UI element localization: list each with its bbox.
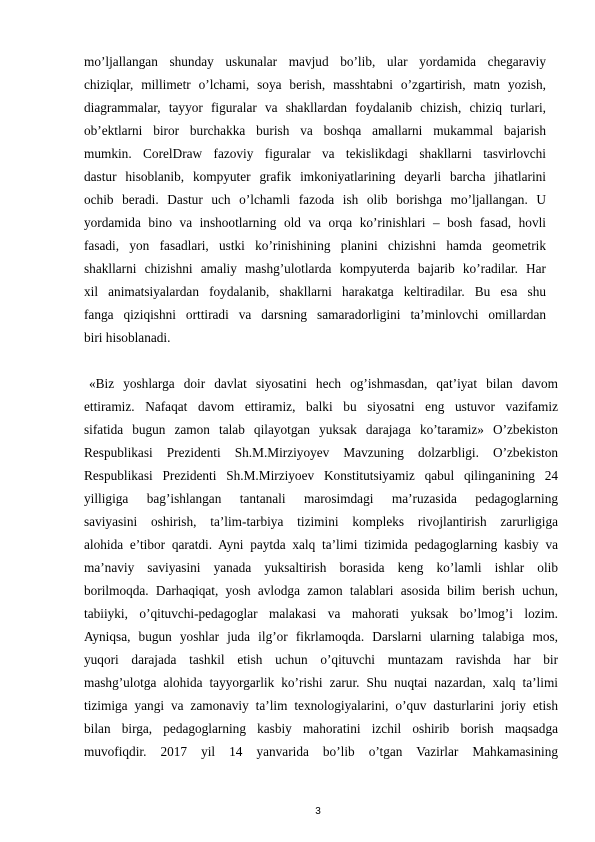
text-line: xil animatsiyalardan foydalanib, shakllarni harakatga keltiradilar. Bu esa shu [84, 284, 546, 299]
paragraph-coreldraw [84, 50, 546, 349]
text-line: Ayniqsa, bugun yoshlar juda ilg’or fikrlamoqda. Darslarni ularning talabiga mos, [84, 629, 558, 644]
text-line: chiziqlar, millimetr o’lchami, soya berish, masshtabni o’zgartirish, matn yozish, [84, 77, 546, 92]
text-line: mo’ljallangan shunday uskunalar mavjud bo’lib, ular yordamida chegaraviy [84, 54, 546, 69]
page-number: 3 [315, 806, 321, 817]
text-line: ettiramiz. Nafaqat davom ettiramiz, balki bu siyosatni eng ustuvor vazifamiz [84, 399, 558, 414]
text-line: tabiiyki, o’qituvchi-pedagoglar malakasi va mahorati yuksak bo’lmog’i lozim. [84, 606, 558, 621]
text-line: yordamida bino va inshootlarning old va orqa ko’rinishlari – bosh fasad, hovli [84, 215, 546, 230]
text-line: biri hisoblanadi. [84, 330, 171, 345]
text-line: ma’naviy saviyasini yanada yuksaltirish borasida keng ko’lamli ishlar olib [84, 560, 558, 575]
text-line: bilan birga, pedagoglarning kasbiy mahoratini izchil oshirib borish maqsadga [84, 721, 558, 736]
text-line: mashg’ulotga alohida tayyorgarlik ko’rishi zarur. Shu nuqtai nazardan, xalq ta’limi [84, 675, 558, 690]
paragraph-youth-policy [84, 372, 558, 763]
text-line: borilmoqda. Darhaqiqat, yosh avlodga zamon talablari asosida bilim berish uchun, [84, 583, 558, 598]
text-line: alohida e’tibor qaratdi. Ayni paytda xalq ta’limi tizimida pedagoglarning kasbiy va [84, 537, 558, 552]
text-line: ob’ektlarni biror burchakka burish va boshqa amallarni mukammal bajarish [84, 123, 546, 138]
text-line: dastur hisoblanib, kompyuter grafik imkoniyatlarining deyarli barcha jihatlarini [84, 169, 546, 184]
text-line: mumkin. CorelDraw fazoviy figuralar va tekislikdagi shakllarni tasvirlovchi [84, 146, 546, 161]
text-line: Respublikasi Prezidenti Sh.M.Mirziyoyev Mavzuning dolzarbligi. O’zbekiston [84, 445, 558, 460]
text-line: fanga qiziqishni orttiradi va darsning samaradorligini ta’minlovchi omillardan [84, 307, 546, 322]
text-line: yuqori darajada tashkil etish uchun o’qituvchi muntazam ravishda har bir [84, 652, 558, 667]
text-line: muvofiqdir. 2017 yil 14 yanvarida bo’lib o’tgan Vazirlar Mahkamasining [84, 744, 558, 759]
text-line: tizimiga yangi va zamonaviy ta’lim texnologiyalarini, o’quv dasturlarini joriy etish [84, 698, 558, 713]
text-line: saviyasini oshirish, ta’lim-tarbiya tizimini kompleks rivojlantirish zarurligiga [84, 514, 558, 529]
text-line: yilligiga bag’ishlangan tantanali marosimdagi ma’ruzasida pedagoglarning [84, 491, 558, 506]
text-line: fasadi, yon fasadlari, ustki ko’rinishining planini chizishni hamda geometrik [84, 238, 546, 253]
text-line: shakllarni chizishni amaliy mashg’ulotlarda kompyuterda bajarib ko’radilar. Har [84, 261, 546, 276]
text-line: ochib beradi. Dastur uch o’lchamli fazoda ish olib borishga mo’ljallangan. U [84, 192, 546, 207]
text-line: diagrammalar, tayyor figuralar va shakllardan foydalanib chizish, chiziq turlari, [84, 100, 546, 115]
text-line: sifatida bugun zamon talab qilayotgan yuksak darajaga ko’taramiz» O’zbekiston [84, 422, 558, 437]
text-line: Respublikasi Prezidenti Sh.M.Mirziyoev Konstitutsiyamiz qabul qilinganining 24 [84, 468, 558, 483]
text-line: «Biz yoshlarga doir davlat siyosatini hech og’ishmasdan, qat’iyat bilan davom [89, 376, 558, 391]
